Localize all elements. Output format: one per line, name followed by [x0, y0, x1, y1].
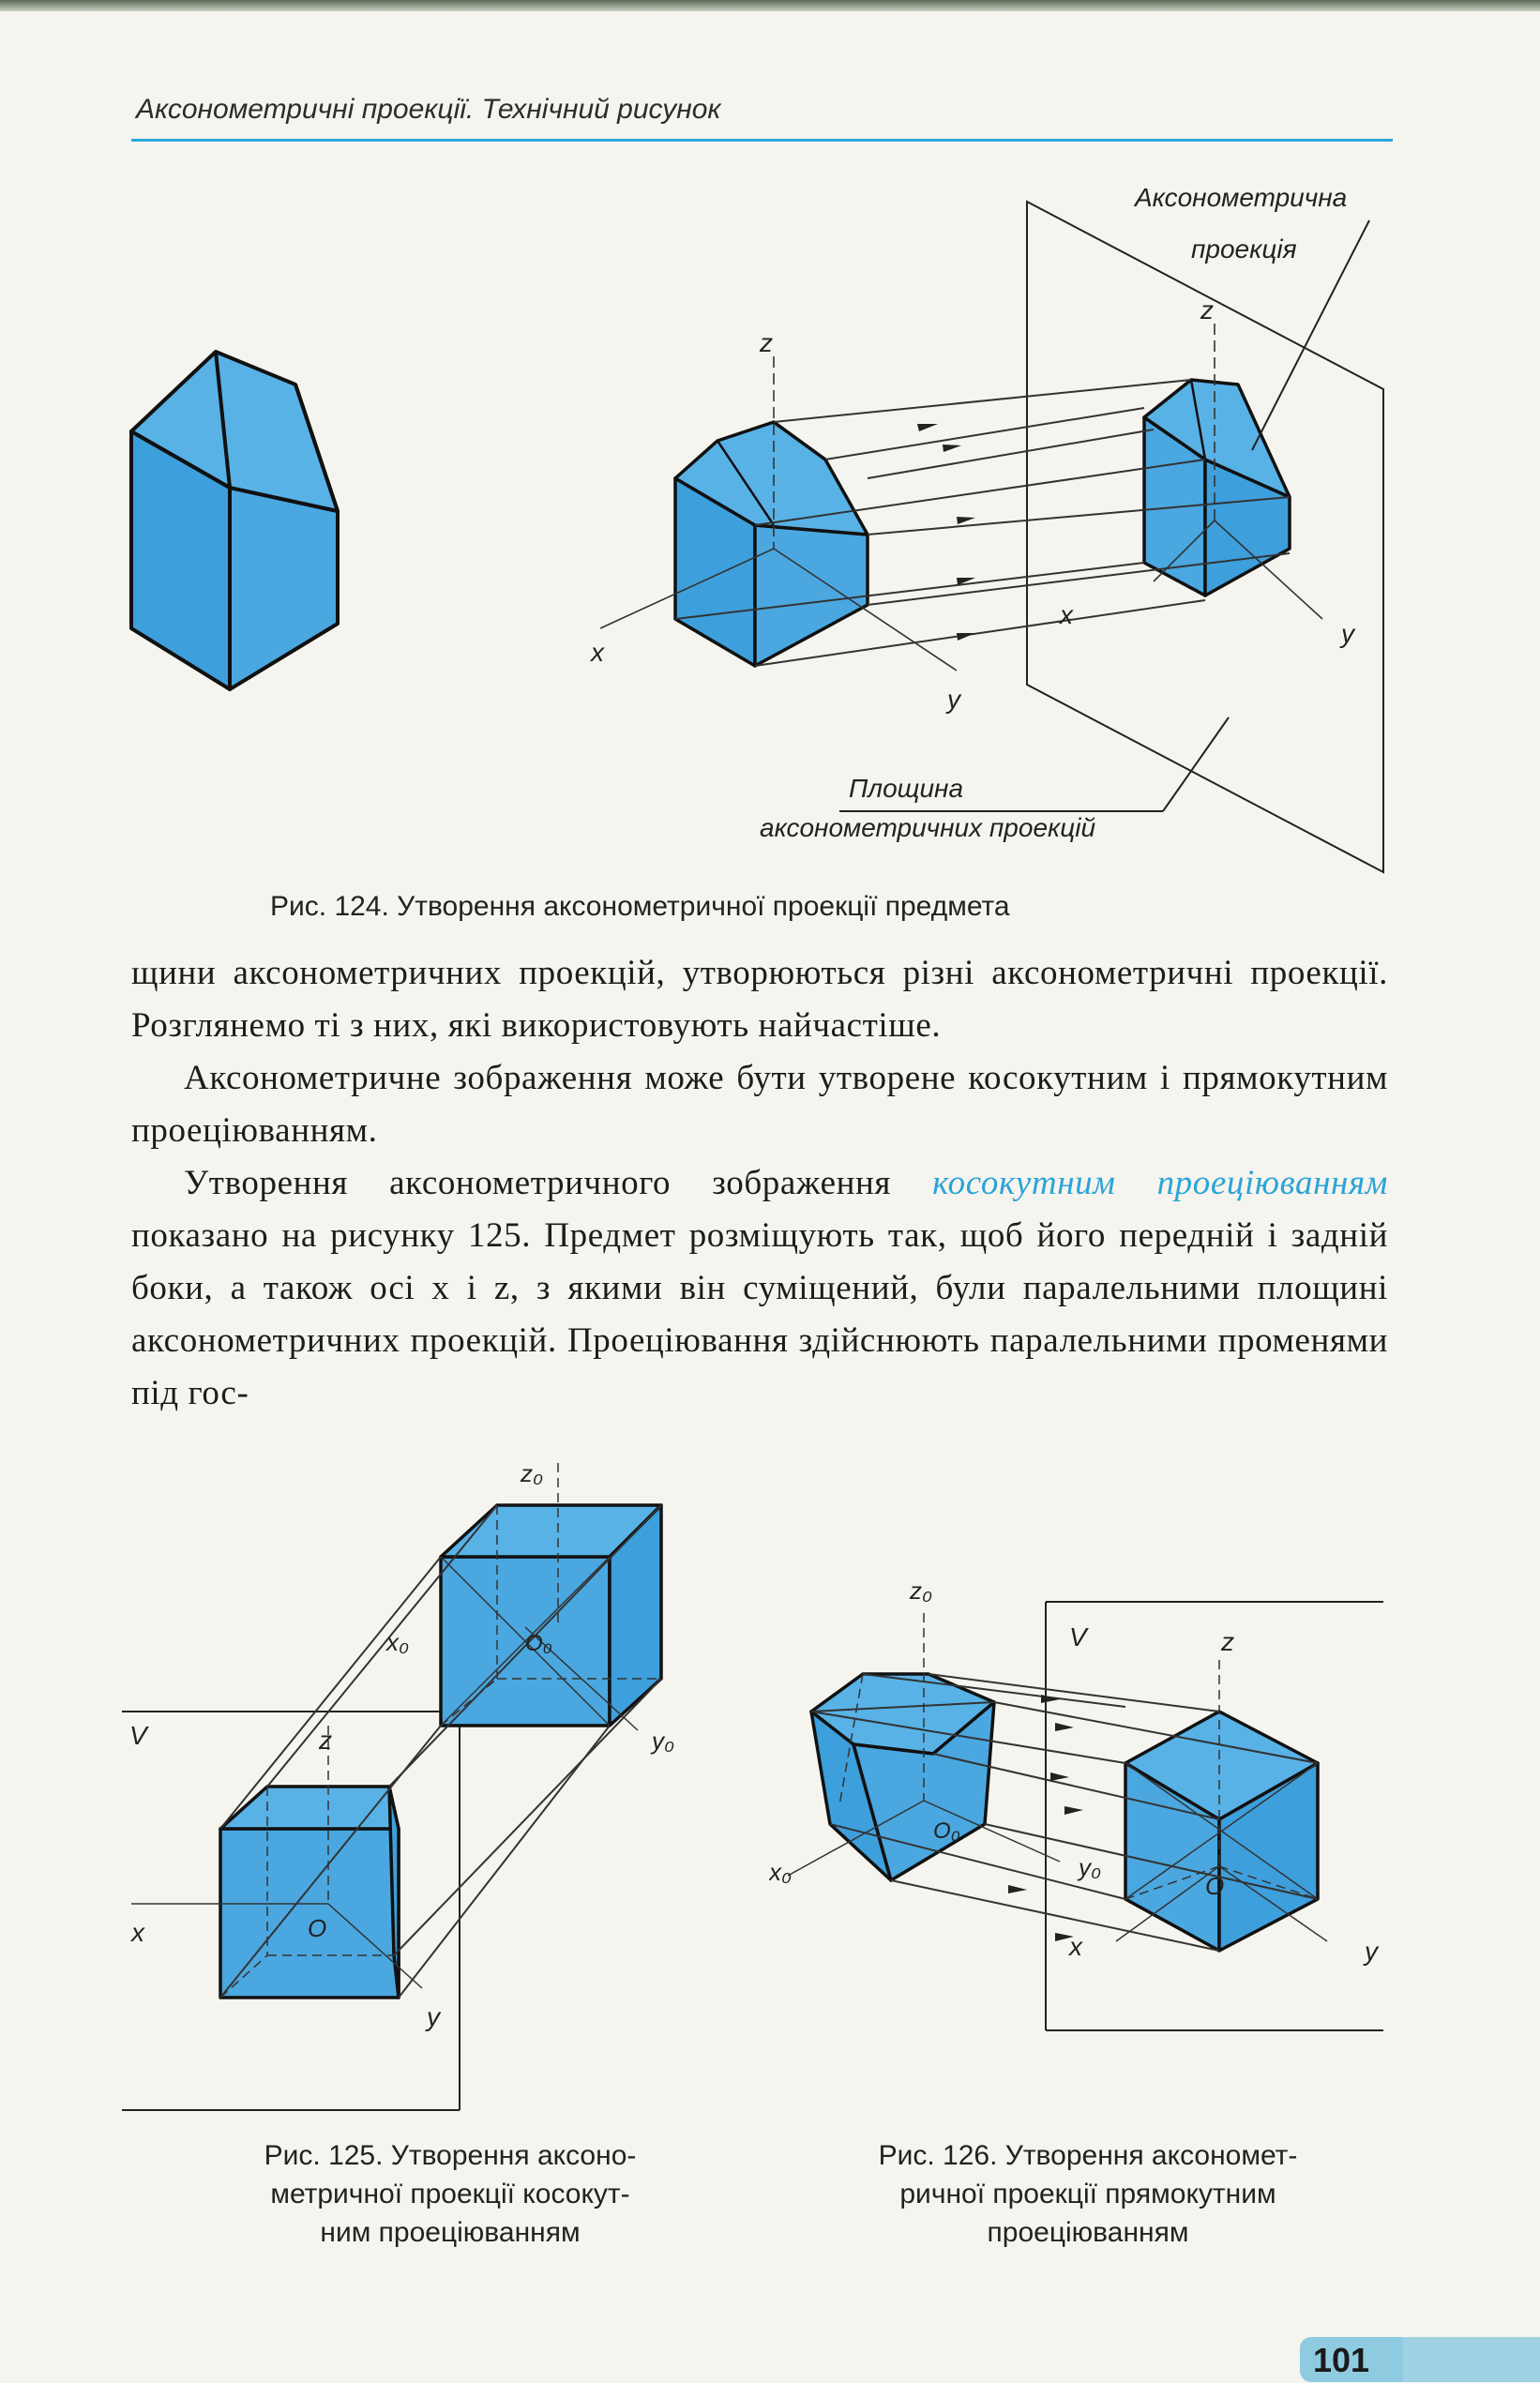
- fig124-axis-x-right: x: [1060, 600, 1073, 629]
- fig125-label-V: V: [129, 1721, 147, 1750]
- fig125-label-z: z: [319, 1726, 332, 1755]
- paragraph-3: [131, 1157, 1388, 1420]
- fig126-label-x: x: [1069, 1932, 1082, 1961]
- figure-124-caption: Рис. 124. Утворення аксонометричної проекції предмета: [270, 891, 1010, 922]
- fig126-label-O0: O₀: [933, 1818, 960, 1844]
- scan-edge: [0, 0, 1540, 11]
- fig126-label-V: V: [1069, 1622, 1087, 1652]
- fig125-label-O0: O₀: [525, 1631, 552, 1656]
- figure-125: [113, 1463, 675, 2119]
- fig126-label-x0: x₀: [769, 1858, 792, 1886]
- fig126-caption-line-1: Рис. 126. Утворення аксономет-: [878, 2140, 1298, 2171]
- fig125-label-y0: y₀: [652, 1727, 674, 1755]
- fig125-label-x0: x₀: [386, 1628, 409, 1656]
- fig125-label-y: y: [427, 2002, 440, 2031]
- fig124-axis-z-left: z: [760, 328, 773, 357]
- figure-126: [769, 1557, 1407, 2044]
- fig125-caption-line-3: ним проеціюванням: [320, 2217, 581, 2248]
- fig124-axis-z-right: z: [1200, 295, 1214, 324]
- fig126-label-y0: y₀: [1079, 1853, 1101, 1881]
- fig126-label-y: y: [1365, 1937, 1378, 1966]
- fig125-caption-line-2: метричної проекції косокут-: [270, 2179, 630, 2210]
- page-number-strip: [1403, 2337, 1540, 2382]
- fig125-label-O: O: [308, 1914, 327, 1942]
- fig126-caption-line-2: ричної проекції прямокутним: [899, 2179, 1276, 2210]
- fig126-label-O: O: [1205, 1872, 1225, 1900]
- fig126-tilted-cube: [811, 1674, 994, 1880]
- paragraph-1: щини аксонометричних проекцій, утворюються різні аксонометричні проекції. Розглянемо ті з них, які використовують найчастіше.: [131, 954, 1388, 1045]
- paragraph-2: Аксонометричне зображення може бути утворене косокутним і прямокутним проеціюванням.: [131, 1059, 1388, 1150]
- term-oblique-projection: косокутним проеціюванням: [932, 1164, 1389, 1202]
- page-number: 101: [1313, 2341, 1370, 2379]
- fig124-axis-x-left: x: [591, 638, 604, 667]
- fig126-label-z0: z₀: [910, 1576, 932, 1605]
- fig124-label-projection: Аксонометрична: [1135, 183, 1348, 212]
- fig125-label-z0: z₀: [521, 1463, 543, 1487]
- figure-125-caption: [188, 2136, 713, 2252]
- fig124-projected-object: [1144, 380, 1290, 596]
- paragraph-3-start: Утворення аксонометричного зображення: [184, 1164, 933, 1202]
- header-rule: [131, 139, 1393, 142]
- fig125-label-x: x: [131, 1918, 144, 1947]
- fig124-axis-y-left: y: [947, 685, 960, 714]
- fig124-middle-object: [675, 422, 868, 666]
- figure-126-caption: [778, 2136, 1397, 2252]
- fig125-caption-line-1: Рис. 125. Утворення аксоно-: [264, 2140, 637, 2171]
- fig124-label-projection-2: проекція: [1191, 234, 1297, 264]
- fig124-label-plane: Площина: [849, 774, 964, 803]
- running-header: Аксонометричні проекції. Технічний рисунок: [136, 94, 721, 125]
- body-text: [131, 947, 1388, 1420]
- fig124-label-plane-2: аксонометричних проекцій: [760, 813, 1096, 842]
- fig124-solid-object: [131, 352, 338, 689]
- fig124-axis-y-right: y: [1341, 619, 1354, 648]
- fig126-caption-line-3: проеціюванням: [987, 2217, 1189, 2248]
- paragraph-3-end: показано на рисунку 125. Предмет розміщують так, щоб його передній і задній боки, а також осі x і z, з якими він суміщений, були паралельними площині аксонометричних проекцій. Проеціювання здійснюють паралельними променями під гос-: [131, 1216, 1388, 1412]
- figure-124: [113, 178, 1407, 882]
- fig126-label-z: z: [1221, 1627, 1234, 1656]
